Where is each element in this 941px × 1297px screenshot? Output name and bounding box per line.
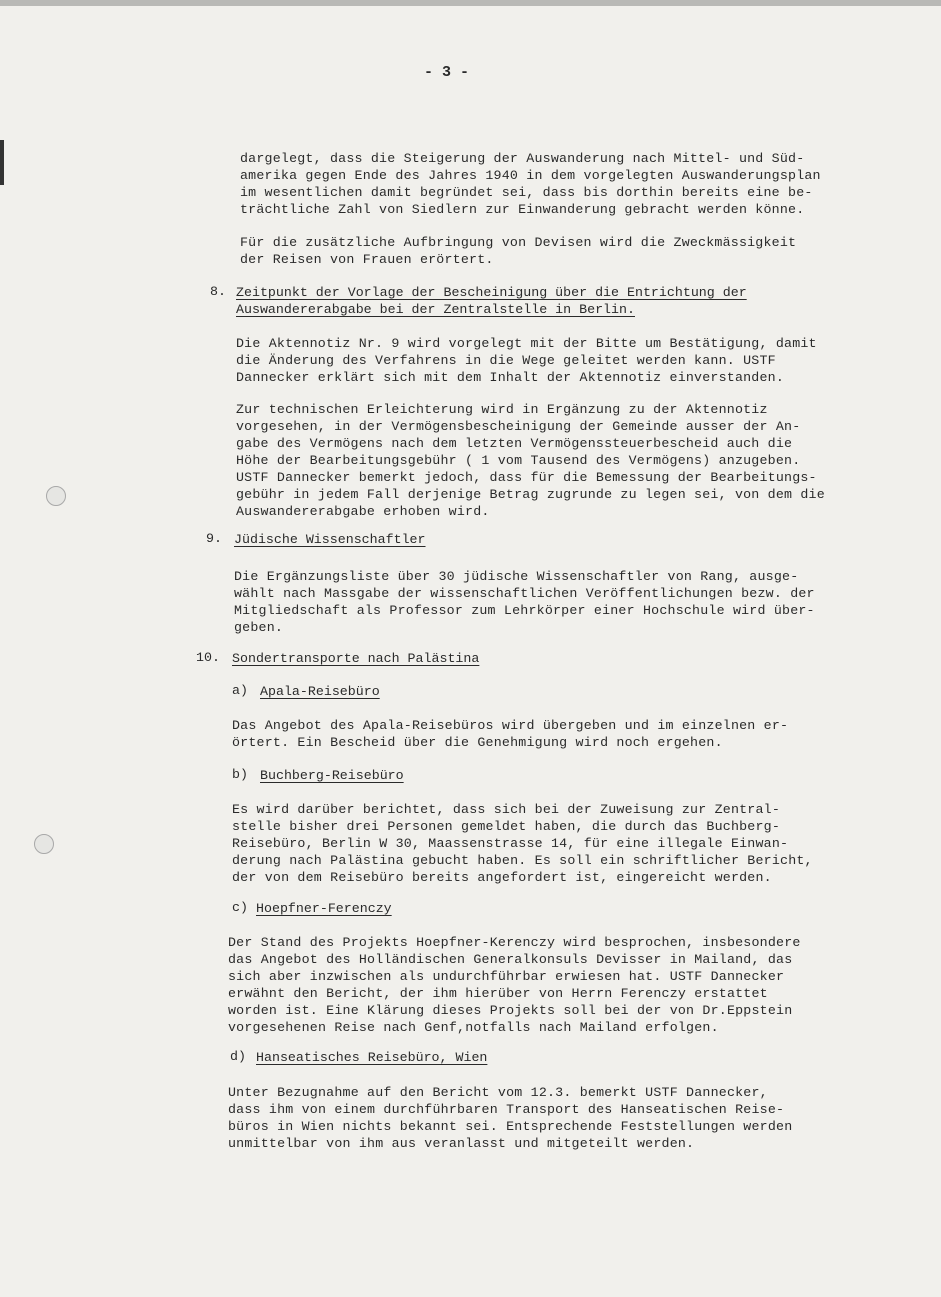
item-9-title: Jüdische Wissenschaftler (234, 532, 426, 547)
paragraph-2: Für die zusätzliche Aufbringung von Devisen wird die Zweckmässigkeit der Reisen von Frauen erörtert. (240, 235, 797, 267)
paragraph-9: Unter Bezugnahme auf den Bericht vom 12.3. bemerkt USTF Dannecker, dass ihm von einem durchführbaren Transport des Hanseatischen Reise- büros in Wien nichts bekannt sei. Entsprechende Feststellungen werden unmittelbar von ihm aus veranlasst und mitgeteilt werden. (228, 1085, 793, 1151)
punch-hole-lower (34, 834, 54, 854)
sub-a-label: a) (232, 683, 248, 698)
scan-left-mark (0, 140, 4, 185)
scan-top-edge (0, 0, 941, 6)
item-8-number: 8. (210, 284, 226, 299)
sub-c-title: Hoepfner-Ferenczy (256, 901, 392, 916)
paragraph-8: Der Stand des Projekts Hoepfner-Kerenczy wird besprochen, insbesondere das Angebot des Holländischen Generalkonsuls Devisser in Mailand, das sich aber inzwischen als undurchführbar erwiesen hat. USTF Dannecker erwähnt den Bericht, der ihm hierüber von Herrn Ferenczy erstattet worden ist. Eine Klärung dieses Projekts soll bei der von Dr.Eppstein vorgesehenen Reise nach Genf,notfalls nach Mailand erfolgen. (228, 935, 801, 1035)
paragraph-4: Zur technischen Erleichterung wird in Ergänzung zu der Aktennotiz vorgesehen, in der Vermögensbescheinigung der Gemeinde ausser der An- gabe des Vermögens nach dem letzten Vermögenssteuerbescheid auch die Höhe der Bearbeitungsgebühr ( 1 vom Tausend des Vermögens) anzugeben. USTF Dannecker bemerkt jedoch, dass für die Bemessung der Bearbeitungs- gebühr in jedem Fall derjenige Betrag zugrunde zu legen sei, von dem die Auswandererabgabe erhoben wird. (236, 402, 825, 519)
item-8-title: Zeitpunkt der Vorlage der Bescheinigung über die Entrichtung der Auswandererabgabe bei der Zentralstelle in Berlin. (236, 285, 747, 317)
paragraph-6: Das Angebot des Apala-Reisebüros wird übergeben und im einzelnen er- örtert. Ein Bescheid über die Genehmigung wird noch ergehen. (232, 718, 789, 750)
paragraph-1: dargelegt, dass die Steigerung der Auswanderung nach Mittel- und Süd- amerika gegen Ende des Jahres 1940 in dem vorgelegten Auswanderungsplan im wesentlichen damit begründet sei, dass bis dorthin bereits eine be- trächtliche Zahl von Siedlern zur Einwanderung gebracht werden könne. (240, 151, 821, 217)
item-10-title: Sondertransporte nach Palästina (232, 651, 480, 666)
sub-d-title: Hanseatisches Reisebüro, Wien (256, 1050, 488, 1065)
sub-a-title: Apala-Reisebüro (260, 684, 380, 699)
sub-c-label: c) (232, 900, 248, 915)
punch-hole-upper (46, 486, 66, 506)
sub-b-title: Buchberg-Reisebüro (260, 768, 404, 783)
paragraph-7: Es wird darüber berichtet, dass sich bei der Zuweisung zur Zentral- stelle bisher drei Personen gemeldet haben, die durch das Buchberg- Reisebüro, Berlin W 30, Maassenstrasse 14, für eine illegale Einwan- derung nach Palästina gebucht haben. Es soll ein schriftlicher Bericht, der von dem Reisebüro bereits angefordert ist, eingereicht werden. (232, 802, 813, 885)
item-9-number: 9. (206, 531, 222, 546)
paragraph-5: Die Ergänzungsliste über 30 jüdische Wissenschaftler von Rang, ausge- wählt nach Massgabe der wissenschaftlichen Veröffentlichungen bezw. der Mitgliedschaft als Professor zum Lehrkörper einer Hochschule wird über- geben. (234, 569, 815, 635)
item-10-number: 10. (196, 650, 220, 665)
sub-b-label: b) (232, 767, 248, 782)
page-number: - 3 - (424, 64, 470, 81)
sub-d-label: d) (230, 1049, 246, 1064)
paragraph-3: Die Aktennotiz Nr. 9 wird vorgelegt mit der Bitte um Bestätigung, damit die Änderung des Verfahrens in die Wege geleitet werden kann. USTF Dannecker erklärt sich mit dem Inhalt der Aktennotiz einverstanden. (236, 336, 817, 385)
